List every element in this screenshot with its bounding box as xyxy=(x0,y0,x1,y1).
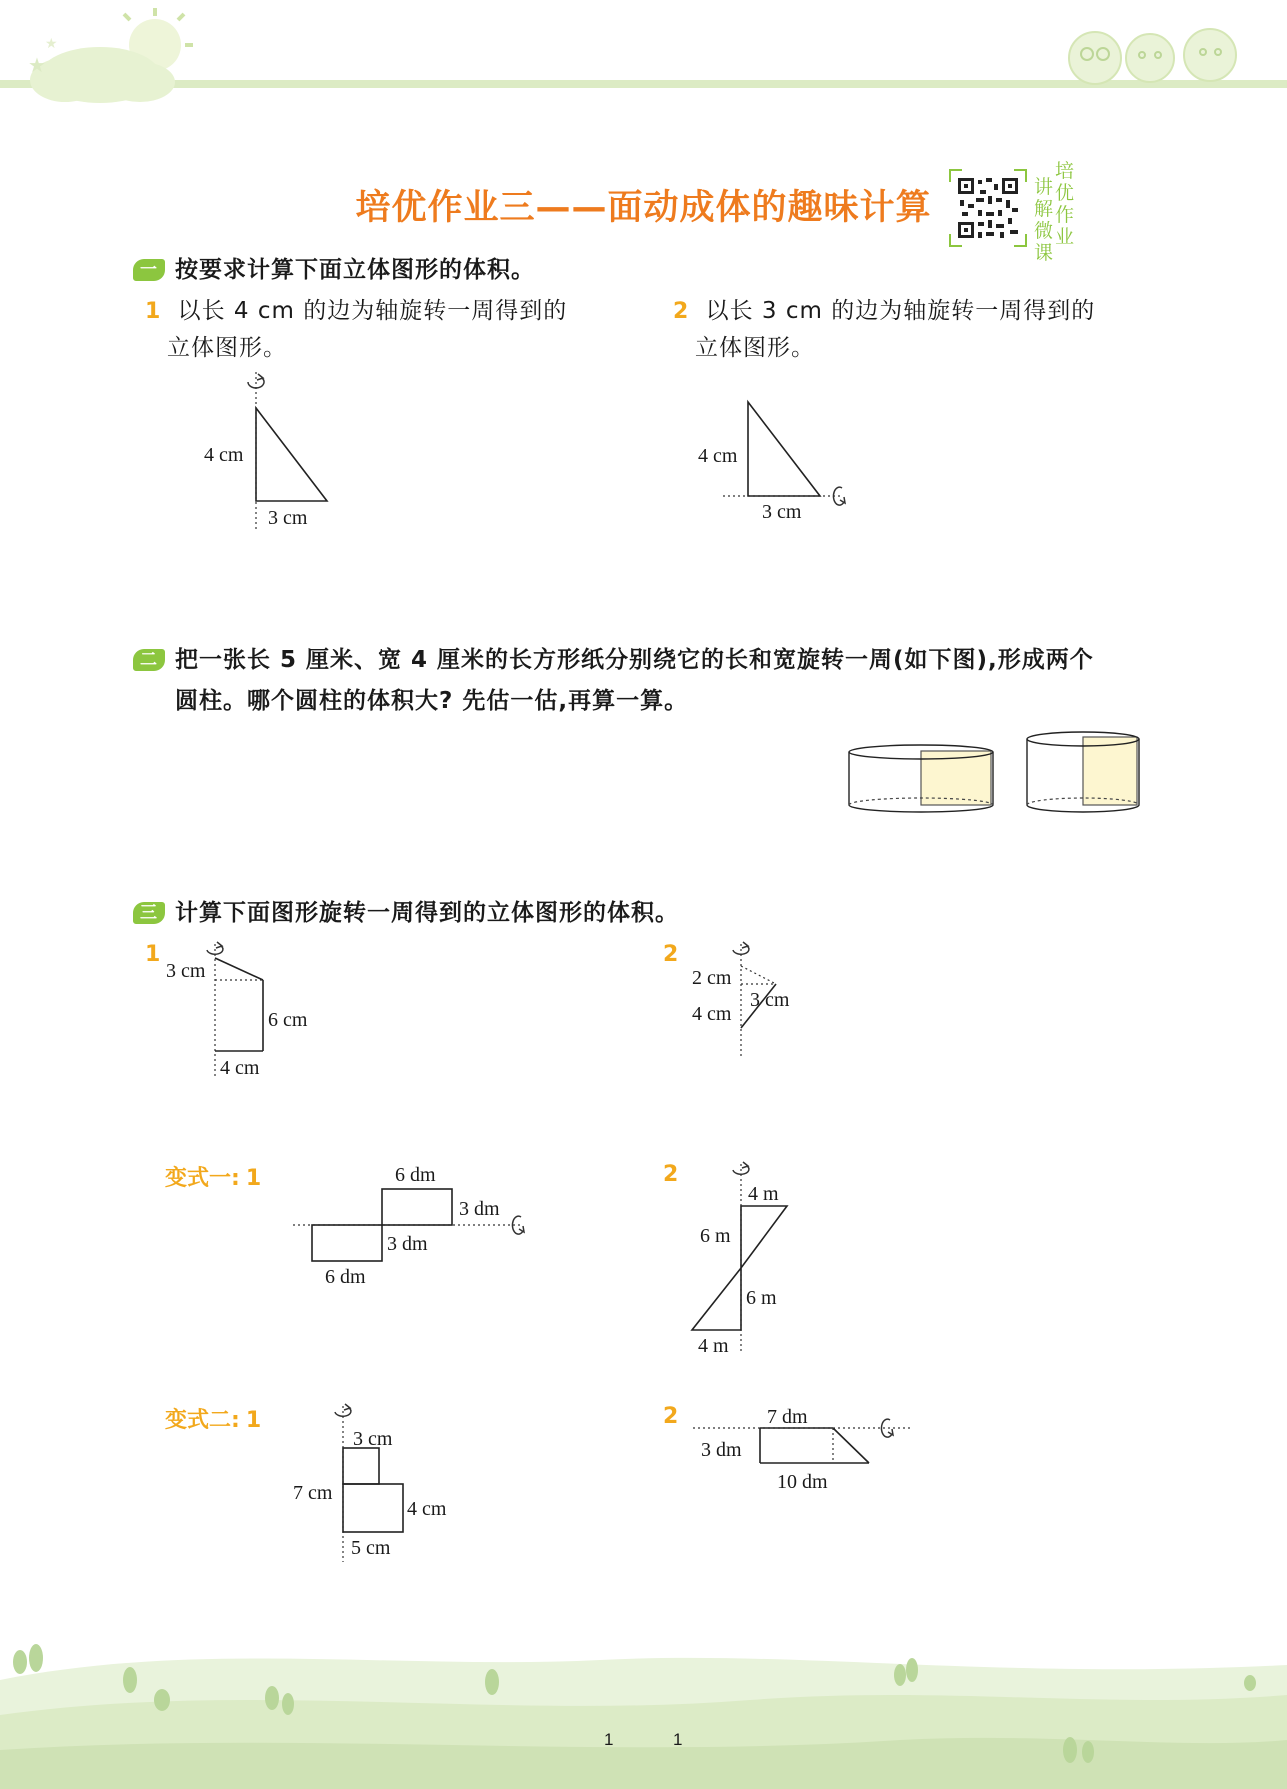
question-line: 以长 3 cm 的边为轴旋转一周得到的 xyxy=(705,298,1096,324)
question-number: 2 xyxy=(663,1162,679,1187)
label-right: 4 cm xyxy=(407,1498,447,1520)
qr-char: 业 xyxy=(1055,226,1075,248)
figure-two-triangles-vertical-axis xyxy=(680,1158,820,1358)
label-bottom: 6 dm xyxy=(325,1266,366,1288)
label-base: 3 cm xyxy=(762,501,802,523)
label-b: 4 cm xyxy=(692,1003,732,1025)
header-decoration xyxy=(0,0,1287,120)
section-2-heading xyxy=(133,640,1163,722)
label-side: 4 cm xyxy=(698,445,738,467)
qr-caption-right xyxy=(1055,160,1077,248)
figure-stacked-rectangles-vertical-axis xyxy=(285,1400,465,1565)
figure-triangle-on-axis xyxy=(680,938,820,1058)
question-number: 1 xyxy=(245,1166,262,1191)
label-left: 6 m xyxy=(700,1225,731,1247)
label-bottom: 5 cm xyxy=(351,1537,391,1559)
qr-char: 课 xyxy=(1034,242,1054,264)
figure-triangle-horizontal-axis xyxy=(690,390,860,530)
question-number: 2 xyxy=(663,1404,679,1429)
variant-1-label xyxy=(165,1161,261,1192)
question-number: 1 xyxy=(145,942,161,967)
label-left: 7 cm xyxy=(293,1482,333,1504)
question-number: 2 xyxy=(663,942,679,967)
question-line: 立体图形。 xyxy=(167,335,287,361)
figure-triangle-vertical-axis xyxy=(190,370,350,535)
label-top: 3 cm xyxy=(166,960,206,982)
label-base: 4 cm xyxy=(220,1057,260,1078)
label-side: 4 cm xyxy=(204,444,244,466)
section-heading-text: 计算下面图形旋转一周得到的立体图形的体积。 xyxy=(175,900,679,926)
section-heading-text: 按要求计算下面立体图形的体积。 xyxy=(175,257,535,283)
label-side: 6 cm xyxy=(268,1009,308,1031)
section-badge: 二 xyxy=(133,649,165,671)
question-line: 以长 4 cm 的边为轴旋转一周得到的 xyxy=(177,298,568,324)
section-heading-text: 把一张长 5 厘米、宽 4 厘米的长方形纸分别绕它的长和宽旋转一周(如下图),形成两个 xyxy=(175,647,1094,673)
variant-label: 变式二: xyxy=(165,1408,240,1433)
qr-code[interactable] xyxy=(948,168,1028,248)
label-mid: 3 dm xyxy=(387,1233,428,1255)
figure-trapezoid-horizontal-axis xyxy=(685,1400,920,1500)
label-bottom: 10 dm xyxy=(777,1471,828,1493)
figure-two-cylinders xyxy=(845,725,1145,820)
qr-char: 微 xyxy=(1034,220,1054,242)
section-badge: 一 xyxy=(133,259,165,281)
label-right: 3 dm xyxy=(459,1198,500,1220)
section-1-heading xyxy=(133,250,535,291)
svg-text:★: ★ xyxy=(28,55,46,77)
label-top: 7 dm xyxy=(767,1406,808,1428)
svg-text:★: ★ xyxy=(45,37,58,52)
qr-char: 作 xyxy=(1055,204,1075,226)
section-3-heading xyxy=(133,893,679,934)
figure-trapezoid-rotate xyxy=(160,938,330,1078)
section-badge: 三 xyxy=(133,902,165,924)
label-bottom: 4 m xyxy=(698,1335,729,1357)
page-title: 培优作业三——面动成体的趣味计算 xyxy=(355,188,932,228)
question-number: 1 xyxy=(245,1408,262,1433)
qr-char: 解 xyxy=(1034,198,1054,220)
variant-2-label xyxy=(165,1403,261,1434)
figure-two-rectangles-horizontal-axis xyxy=(285,1160,545,1290)
qr-caption-left xyxy=(1034,176,1056,264)
page-number-right: 1 xyxy=(673,1730,683,1749)
label-top: 4 m xyxy=(748,1183,779,1205)
label-top: 6 dm xyxy=(395,1164,436,1186)
question-line: 立体图形。 xyxy=(695,335,815,361)
question-number: 1 xyxy=(145,299,162,324)
label-left: 3 dm xyxy=(701,1439,742,1461)
section-heading-text: 圆柱。哪个圆柱的体积大? 先估一估,再算一算。 xyxy=(175,688,689,714)
qr-char: 优 xyxy=(1055,182,1075,204)
variant-label: 变式一: xyxy=(165,1166,240,1191)
label-top: 3 cm xyxy=(353,1428,393,1450)
footer-landscape xyxy=(0,1620,1287,1789)
qr-char: 培 xyxy=(1055,160,1075,182)
label-right: 6 m xyxy=(746,1287,777,1309)
label-c: 3 cm xyxy=(750,989,790,1011)
label-base: 3 cm xyxy=(268,507,308,529)
label-a: 2 cm xyxy=(692,967,732,989)
question-1-1 xyxy=(145,293,595,367)
qr-char: 讲 xyxy=(1034,176,1054,198)
question-1-2 xyxy=(673,293,1153,367)
question-number: 2 xyxy=(673,299,690,324)
page-number-left: 1 xyxy=(604,1730,614,1749)
